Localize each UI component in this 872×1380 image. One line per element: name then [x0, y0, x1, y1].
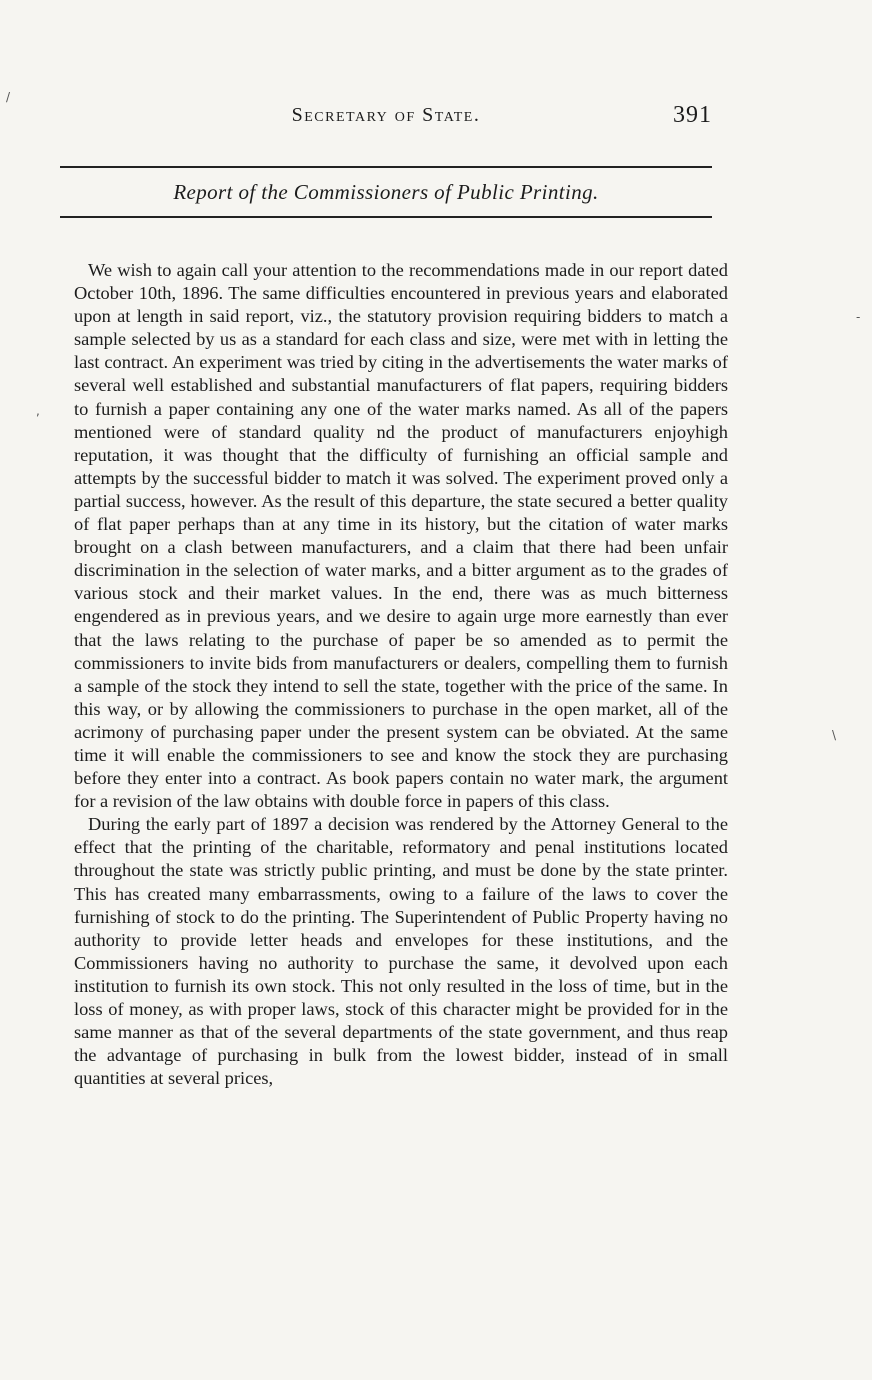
body-text: [74, 259, 728, 1090]
scan-speck: ,: [36, 404, 40, 418]
scan-speck: \: [832, 728, 837, 742]
paragraph: During the early part of 1897 a decision was rendered by the Attorney General to the effect that the printing of the charitable, reformatory and penal institutions located throughout the state was strictly public printing, and must be done by the state printer. This has created many embarrassments, owing to a failure of the laws to cover the furnishing of stock to do the printing. The Superintendent of Public Property having no authority to provide letter heads and envelopes for these institutions, and the Commissioners having no authority to purchase the same, it devolved upon each institution to furnish its own stock. This not only resulted in the loss of time, but in the loss of money, as with proper laws, stock of this character might be provided for in the same manner as that of the several departments of the state government, and thus reap the advantage of purchasing in bulk from the lowest bidder, instead of in small quantities at several prices,: [74, 814, 728, 1089]
running-head: [60, 104, 712, 134]
top-rule: [60, 166, 712, 168]
scan-speck: -: [856, 310, 861, 324]
paragraph: We wish to again call your attention to the recommendations made in our report dated October 10th, 1896. The same difficulties encountered in previous years and elaborated upon at length in said report, viz., the statutory provision requiring bidders to match a sample selected by us as a standard for each class and size, were met with in letting the last contract. An experiment was tried by citing in the advertisements the water marks of several well established and substantial manufacturers of flat papers, requiring bidders to furnish a paper containing any one of the water marks named. As all of the papers mentioned were of standard quality nd the product of manufacturers enjoyhigh reputation, it was thought that the difficulty of furnishing an official sample and attempts by the successful bidder to match it was solved. The experiment proved only a partial success, however. As the result of this departure, the state secured a better quality of flat paper perhaps than at any time in its history, but the citation of water marks brought on a clash between manufacturers, and a claim that there had been unfair discrimination in the selection of water marks, and a bitter argument as to the grades of various stock and their market values. In the end, there was as much bitterness engendered as in previous years, and we desire to again urge more earnestly than ever that the laws relating to the purchase of paper be so amended as to permit the commissioners to invite bids from manufacturers or dealers, compelling them to furnish a sample of the stock they intend to sell the state, together with the price of the same. In this way, or by allowing the commissioners to purchase in the open market, all of the acrimony of purchasing paper under the present system can be obviated. At the same time it will enable the commissioners to see and know the stock they are purchasing before they enter into a contract. As book papers contain no water mark, the argument for a revision of the law obtains with double force in papers of this class.: [74, 260, 728, 812]
bottom-rule: [60, 216, 712, 218]
running-title: Secretary of State.: [291, 104, 481, 126]
scan-speck: /: [6, 90, 11, 104]
section-title: Report of the Commissioners of Public Printing.: [173, 180, 599, 204]
page-number: 391: [673, 102, 712, 128]
